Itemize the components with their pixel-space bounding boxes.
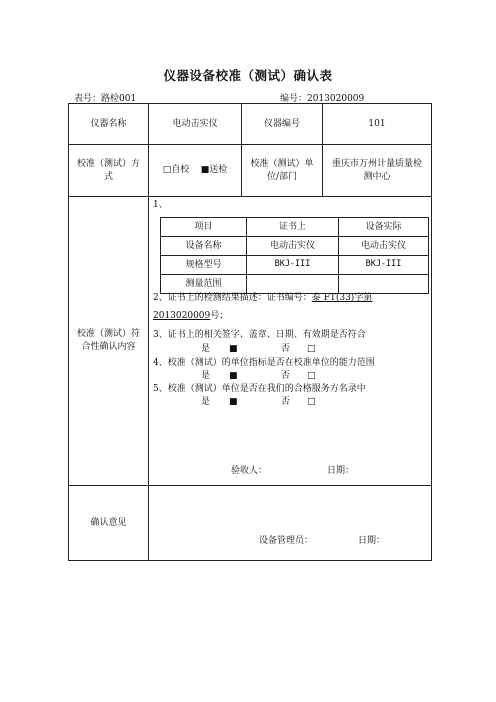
- acceptor-label: 验收人：: [231, 466, 268, 476]
- item-4-text: 4、校准（测试）的单位指标是否在校准单位的能力范围: [153, 358, 375, 368]
- instrument-name-value: 电动击实仪: [149, 104, 242, 145]
- item-4-yes-checkbox[interactable]: ■: [229, 371, 238, 381]
- comparison-header-row: [161, 218, 429, 237]
- method-label: 校准（测试）方式: [69, 145, 149, 197]
- comparison-header-item: 项目: [161, 218, 247, 237]
- send-check-checkbox[interactable]: ■: [200, 165, 210, 176]
- opinion-content: [149, 486, 432, 561]
- form-number: 表号：路检001: [74, 94, 137, 104]
- opinion-date-label: 日期：: [358, 536, 386, 546]
- item-3-no-checkbox[interactable]: □: [307, 344, 316, 354]
- comparison-header-cert: 证书上: [247, 218, 339, 237]
- instrument-number-value: 101: [323, 104, 432, 145]
- comparison-row-model: [161, 256, 429, 275]
- item-5-yes-checkbox[interactable]: ■: [229, 397, 238, 407]
- item-2-text: 2、证书上的检测结果描述：证书编号：泰 FT(33)字第: [153, 293, 373, 303]
- instrument-name-label: 仪器名称: [69, 104, 149, 145]
- item-4-yes-label: 是: [201, 371, 211, 381]
- item-1-label: 1、: [153, 200, 168, 210]
- opinion-label: 确认意见: [69, 486, 149, 561]
- self-check-label: 自校: [171, 165, 190, 176]
- comparison-row-range: [161, 275, 429, 294]
- item-4-no-checkbox[interactable]: □: [307, 371, 316, 381]
- instrument-number-label: 仪器编号: [242, 104, 323, 145]
- item-4-no-label: 否: [281, 371, 291, 381]
- item-3-no-label: 否: [281, 344, 291, 354]
- self-check-checkbox[interactable]: □: [162, 165, 172, 176]
- conformity-row: [69, 197, 432, 486]
- table-cell: 电动击实仪: [339, 237, 429, 256]
- table-cell: BKJ-III: [339, 256, 429, 275]
- send-check-label: 送检: [209, 165, 228, 176]
- table-cell: [247, 275, 339, 294]
- table-cell: BKJ-III: [247, 256, 339, 275]
- opinion-row: [69, 486, 432, 561]
- manager-label: 设备管理员：: [259, 536, 314, 546]
- item-5-text: 5、校准（测试）单位是否在我们的合格服务方名录中: [153, 384, 366, 394]
- item-3-yes-label: 是: [201, 344, 211, 354]
- item-2-text-cont: 2013020009号；: [153, 311, 229, 321]
- item-5-no-checkbox[interactable]: □: [307, 397, 316, 407]
- table-cell: [339, 275, 429, 294]
- instrument-row: [69, 104, 432, 145]
- item-3-yes-checkbox[interactable]: ■: [229, 344, 238, 354]
- page-title: 仪器设备校准（测试）确认表: [163, 68, 333, 83]
- confirmation-table: [68, 103, 432, 561]
- comparison-table: [160, 217, 429, 294]
- comparison-header-actual: 设备实际: [339, 218, 429, 237]
- acceptance-date-label: 日期：: [327, 466, 355, 476]
- item-3-text: 3、证书上的相关签字、盖章、日期、有效期是否符合: [153, 330, 366, 340]
- table-cell: 设备名称: [161, 237, 247, 256]
- item-5-no-label: 否: [281, 397, 291, 407]
- serial-number: 编号：2013020009: [280, 94, 365, 104]
- comparison-row-name: [161, 237, 429, 256]
- calibration-unit-label: 校准（测试）单位/部门: [242, 145, 323, 197]
- conformity-label: 校准（测试）符合性确认内容: [69, 197, 149, 486]
- table-cell: 电动击实仪: [247, 237, 339, 256]
- method-options: [149, 145, 242, 197]
- conformity-content: [149, 197, 432, 486]
- item-5-yes-label: 是: [201, 397, 211, 407]
- table-cell: 规格型号: [161, 256, 247, 275]
- calibration-unit-value: 重庆市万州计量质量检测中心: [323, 145, 432, 197]
- method-row: [69, 145, 432, 197]
- table-cell: 测量范围: [161, 275, 247, 294]
